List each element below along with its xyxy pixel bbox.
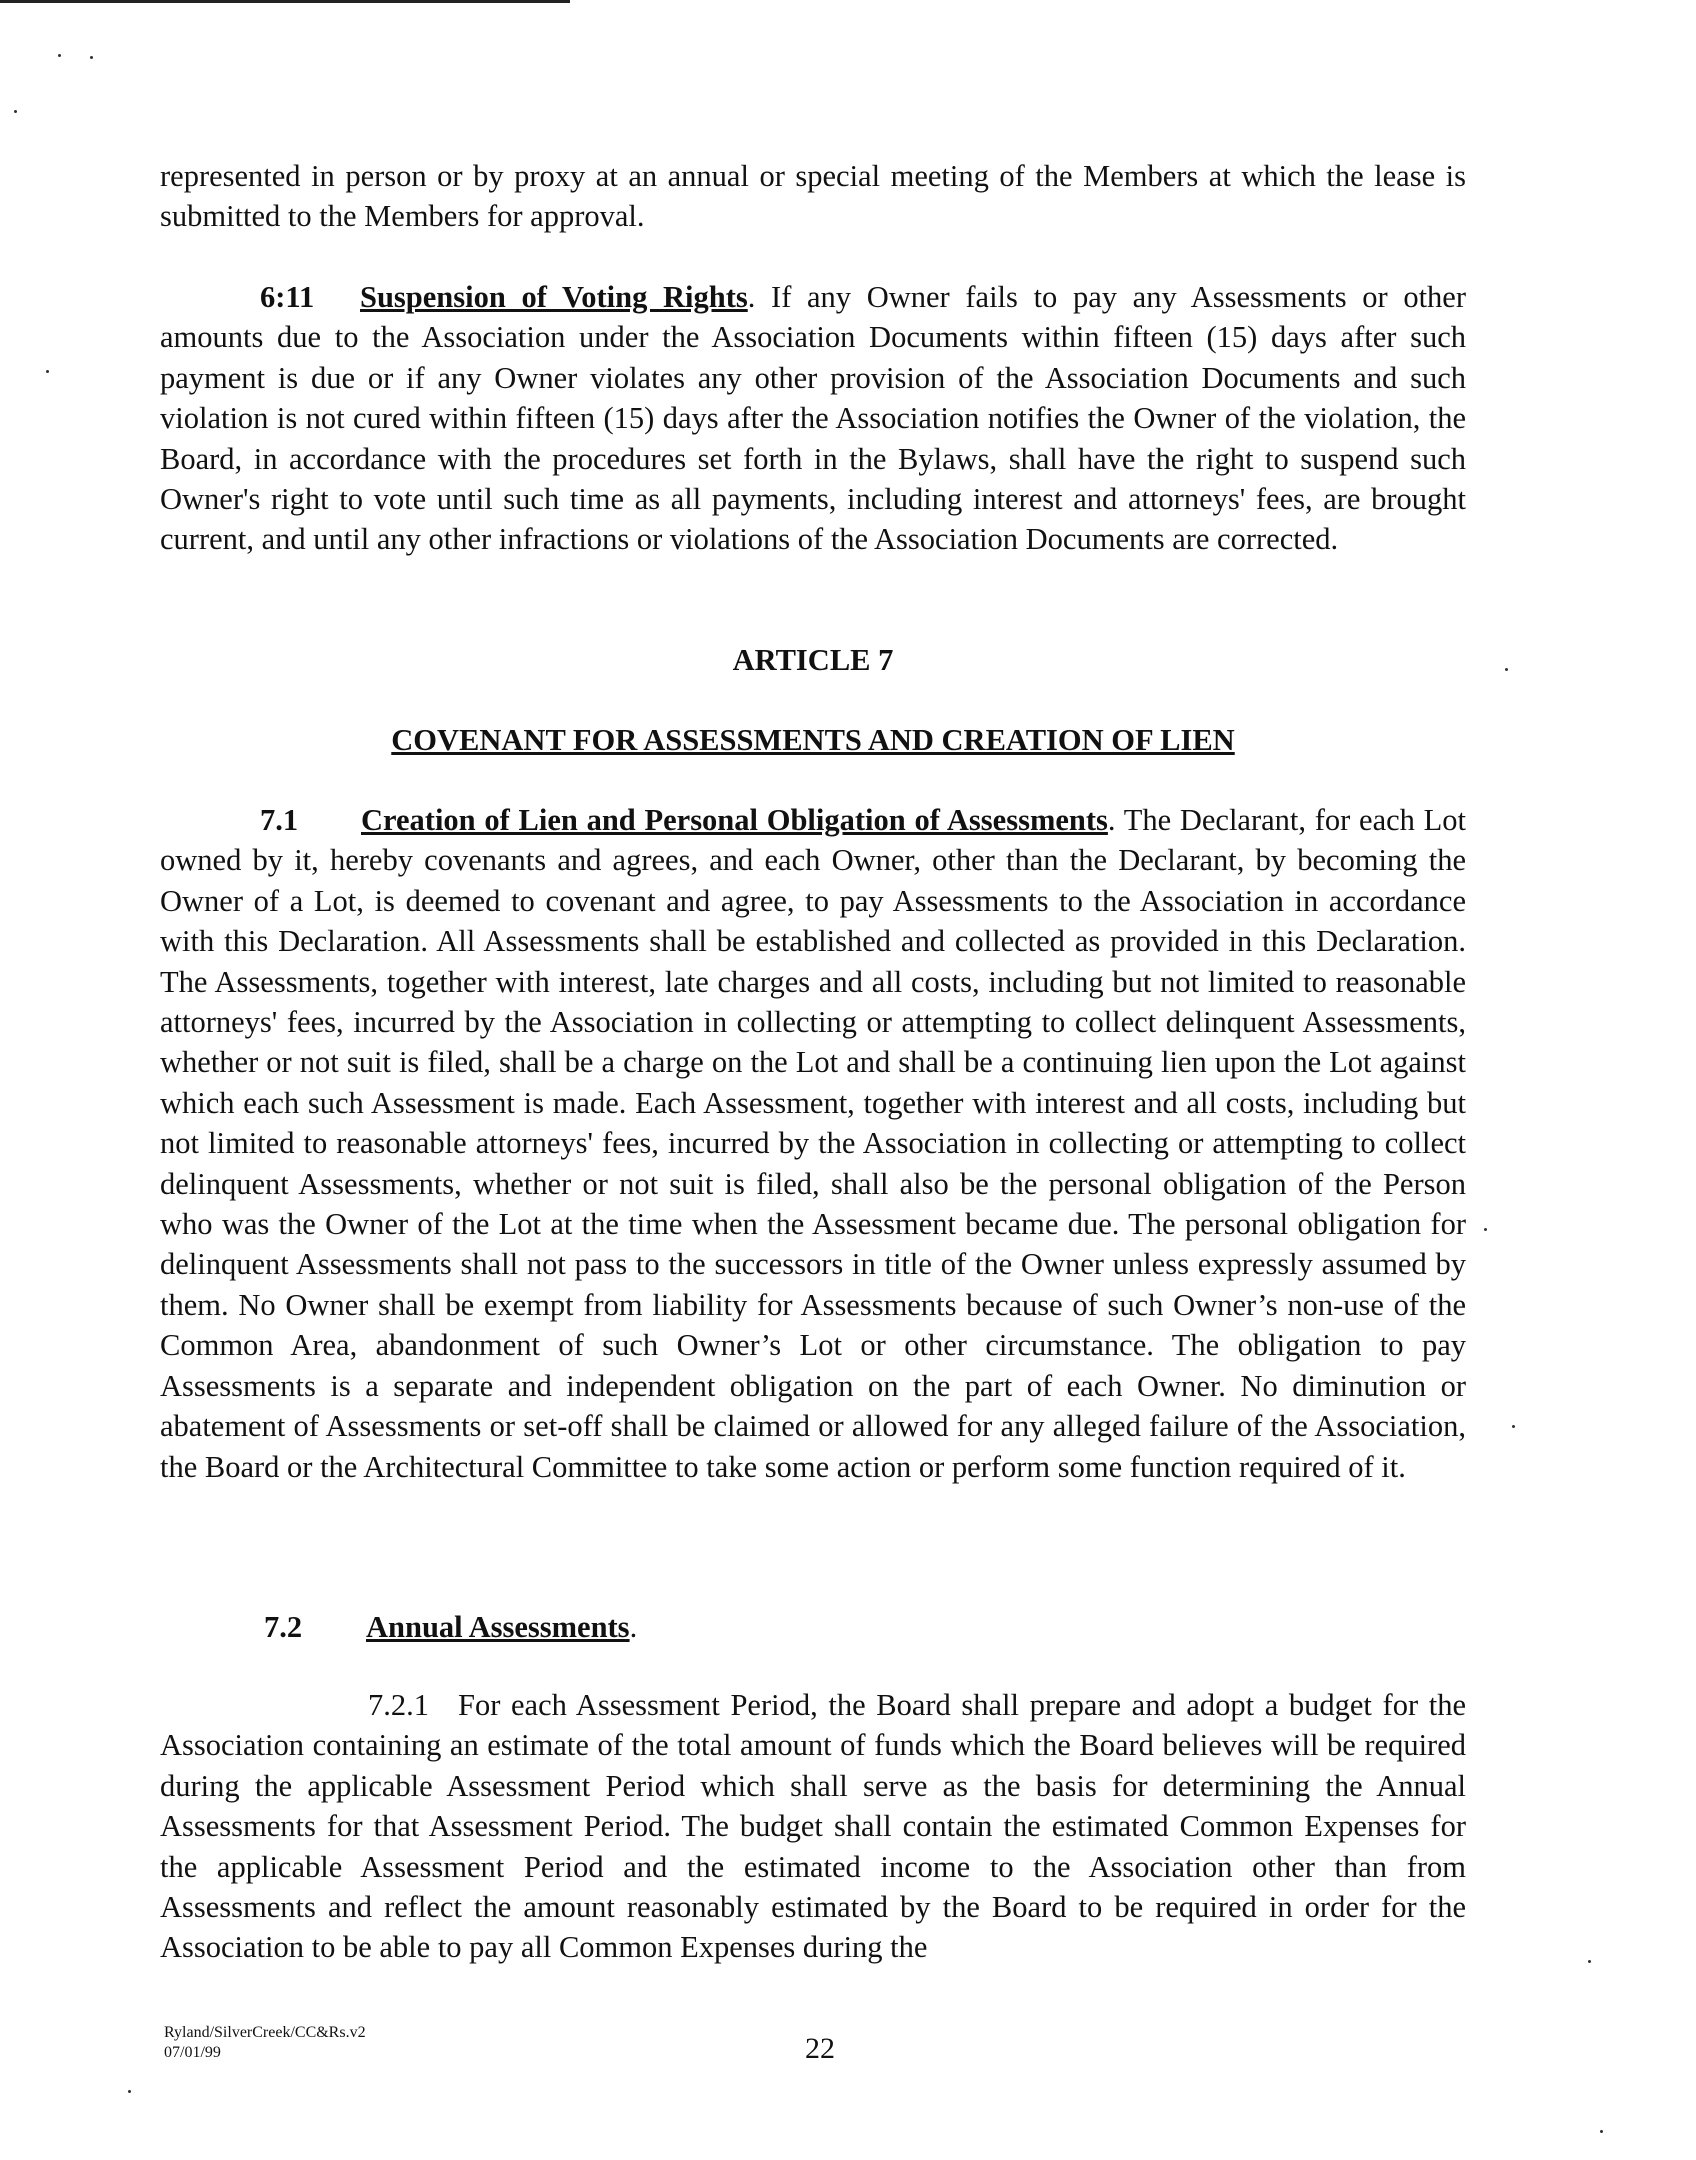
scan-top-rule xyxy=(0,0,570,3)
continuation-text: represented in person or by proxy at an annual or special meeting of the Members at which the lease is submitted to the Members for approval. xyxy=(160,159,1466,234)
section-6-11-body: If any Owner fails to pay any Assessments or other amounts due to the Association under the Association Documents within fifteen (15) days after such payment is due or if any Owner violates any other provision of the Association Documents and such violation is not cured within fifteen (15) days after the Association notifies the Owner of the violation, the Board, in accordance with the procedures set forth in the Bylaws, shall have the right to suspend such Owner's right to vote until such time as all payments, including interest and attorneys' fees, are brought current, and until any other infractions or violations of the Association Documents are corrected. xyxy=(160,280,1466,557)
section-6-11-number: 6:11 xyxy=(260,280,315,314)
scan-speck xyxy=(1588,1960,1591,1963)
scan-speck xyxy=(1484,1228,1487,1231)
scan-speck xyxy=(1600,2130,1603,2133)
section-7-1-body: The Declarant, for each Lot owned by it, hereby covenants and agrees, and each Owner, other than the Declarant, by becoming the Owner of a Lot, is deemed to covenant and agree, to pay Assessments to the Association in accordance with this Declaration. All Assessments shall be established and collected as provided in this Declaration. The Assessments, together with interest, late charges and all costs, including but not limited to reasonable attorneys' fees, incurred by the Association in collecting or attempting to collect delinquent Assessments, whether or not suit is filed, shall be a charge on the Lot and shall be a continuing lien upon the Lot against which each such Assessment is made. Each Assessment, together with interest and all costs, including but not limited to reasonable attorneys' fees, incurred by the Association in collecting or attempting to collect delinquent Assessments, whether or not suit is filed, shall also be the personal obligation of the Person who was the Owner of the Lot at the time when the Assessment became due. The personal obligation for delinquent Assessments shall not pass to the successors in title of the Owner unless expressly assumed by them. No Owner shall be exempt from liability for Assessments because of such Owner’s non-use of the Common Area, abandonment of such Owner’s Lot or other circumstance. The obligation to pay Assessments is a separate and independent obligation on the part of each Owner. No diminution or abatement of Assessments or set-off shall be claimed or allowed for any alleged failure of the Association, the Board or the Architectural Committee to take some action or perform some function required of it. xyxy=(160,803,1466,1484)
article-title: COVENANT FOR ASSESSMENTS AND CREATION OF LIEN xyxy=(391,723,1235,757)
section-7-1 xyxy=(160,800,1466,1487)
footer-doc-ref: Ryland/SilverCreek/CC&Rs.v2 xyxy=(164,2024,366,2041)
section-7-2-1-paragraph xyxy=(160,1685,1466,1968)
scan-speck xyxy=(1505,668,1508,671)
continuation-paragraph xyxy=(160,156,1466,237)
section-6-11-paragraph: 6:11 Suspension of Voting Rights. If any Owner fails to pay any Assessments or other amounts due to the Association under the Association Documents within fifteen (15) days after such payment is due or if any Owner violates any other provision of the Association Documents and such violation is not cured within fifteen (15) days after the Association notifies the Owner of the violation, the Board, in accordance with the procedures set forth in the Bylaws, shall have the right to suspend such Owner's right to vote until such time as all payments, including interest and attorneys' fees, are brought current, and until any other infractions or violations of the Association Documents are corrected. xyxy=(160,277,1466,560)
section-7-1-number: 7.1 xyxy=(260,803,299,837)
section-7-2-1-number: 7.2.1 xyxy=(368,1688,429,1722)
scan-speck xyxy=(90,56,93,59)
page-number: 22 xyxy=(805,2032,835,2065)
section-7-2-title: Annual Assessments xyxy=(366,1610,630,1644)
section-7-2-1 xyxy=(160,1685,1466,1968)
section-7-1-title: Creation of Lien and Personal Obligation of Assessments xyxy=(361,803,1108,837)
scan-speck xyxy=(14,110,17,113)
section-7-2-1-body: For each Assessment Period, the Board shall prepare and adopt a budget for the Association containing an estimate of the total amount of funds which the Board believes will be required during the applicable Assessment Period which shall serve as the basis for determining the Annual Assessments for that Assessment Period. The budget shall contain the estimated Common Expenses for the applicable Assessment Period and the estimated income to the Association other than from Assessments and reflect the amount reasonably estimated by the Board to be required in order for the Association to be able to pay all Common Expenses during the xyxy=(160,1688,1466,1965)
scan-speck xyxy=(128,2090,131,2093)
section-7-2-number: 7.2 xyxy=(264,1610,303,1644)
section-6-11-title: Suspension of Voting Rights xyxy=(360,280,748,314)
footer-date: 07/01/99 xyxy=(164,2044,221,2061)
footer-reference xyxy=(164,2023,366,2063)
section-6-11 xyxy=(160,277,1466,560)
section-7-2-heading: 7.2 Annual Assessments. xyxy=(160,1607,1466,1647)
scan-speck xyxy=(1512,1425,1515,1428)
scan-speck xyxy=(46,370,49,373)
section-7-2 xyxy=(160,1607,1466,1647)
section-7-1-paragraph: 7.1 Creation of Lien and Personal Obligation of Assessments. The Declarant, for each Lot owned by it, hereby covenants and agrees, and each Owner, other than the Declarant, by becoming the Owner of a Lot, is deemed to covenant and agree, to pay Assessments to the Association in accordance with this Declaration. All Assessments shall be established and collected as provided in this Declaration. The Assessments, together with interest, late charges and all costs, including but not limited to reasonable attorneys' fees, incurred by the Association in collecting or attempting to collect delinquent Assessments, whether or not suit is filed, shall be a charge on the Lot and shall be a continuing lien upon the Lot against which each such Assessment is made. Each Assessment, together with interest and all costs, including but not limited to reasonable attorneys' fees, incurred by the Association in collecting or attempting to collect delinquent Assessments, whether or not suit is filed, shall also be the personal obligation of the Person who was the Owner of the Lot at the time when the Assessment became due. The personal obligation for delinquent Assessments shall not pass to the successors in title of the Owner unless expressly assumed by them. No Owner shall be exempt from liability for Assessments because of such Owner’s non-use of the Common Area, abandonment of such Owner’s Lot or other circumstance. The obligation to pay Assessments is a separate and independent obligation on the part of each Owner. No diminution or abatement of Assessments or set-off shall be claimed or allowed for any alleged failure of the Association, the Board or the Architectural Committee to take some action or perform some function required of it. xyxy=(160,800,1466,1487)
scan-speck xyxy=(58,54,61,57)
article-label: ARTICLE 7 xyxy=(732,643,894,677)
